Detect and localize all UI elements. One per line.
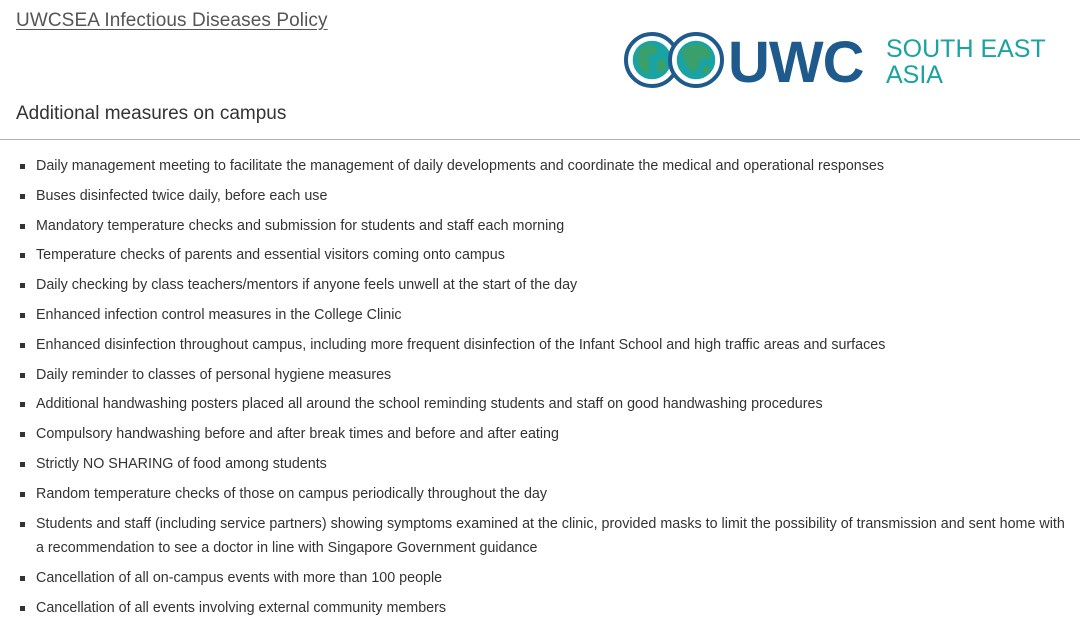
list-item: Enhanced disinfection throughout campus, including more frequent disinfection of the Infant School and high traffic areas and surfaces: [0, 333, 1080, 358]
logo-region-line1: SOUTH EAST: [886, 35, 1046, 63]
logo-wordmark: UWC: [728, 30, 864, 90]
list-item: Daily reminder to classes of personal hygiene measures: [0, 363, 1080, 388]
globe-icon: [670, 34, 722, 86]
list-item: Additional handwashing posters placed all around the school reminding students and staff on good handwashing procedures: [0, 392, 1080, 417]
divider: [0, 139, 1080, 140]
list-item: Temperature checks of parents and essential visitors coming onto campus: [0, 243, 1080, 268]
list-item: Daily checking by class teachers/mentors if anyone feels unwell at the start of the day: [0, 273, 1080, 298]
list-item: Enhanced infection control measures in the College Clinic: [0, 303, 1080, 328]
list-item: Cancellation of all events involving external community members: [0, 596, 1080, 621]
list-item: Students and staff (including service partners) showing symptoms examined at the clinic, provided masks to limit the possibility of transmission and sent home with a recommendation to see a doctor in line with Singapore Government guidance: [0, 512, 1080, 561]
list-item: Daily management meeting to facilitate the management of daily developments and coordinate the medical and operational responses: [0, 154, 1080, 179]
list-item: Cancellation of all on-campus events with more than 100 people: [0, 566, 1080, 591]
list-item: Mandatory temperature checks and submission for students and staff each morning: [0, 214, 1080, 239]
list-item: Compulsory handwashing before and after break times and before and after eating: [0, 422, 1080, 447]
list-item: Random temperature checks of those on campus periodically throughout the day: [0, 482, 1080, 507]
policy-link[interactable]: UWCSEA Infectious Diseases Policy: [16, 10, 328, 31]
uwc-logo: [624, 30, 1054, 90]
measures-list: [0, 154, 1080, 625]
list-item: Strictly NO SHARING of food among students: [0, 452, 1080, 477]
logo-region-line2: ASIA: [886, 61, 943, 89]
list-item: Buses disinfected twice daily, before each use: [0, 184, 1080, 209]
section-heading: Additional measures on campus: [16, 103, 287, 124]
